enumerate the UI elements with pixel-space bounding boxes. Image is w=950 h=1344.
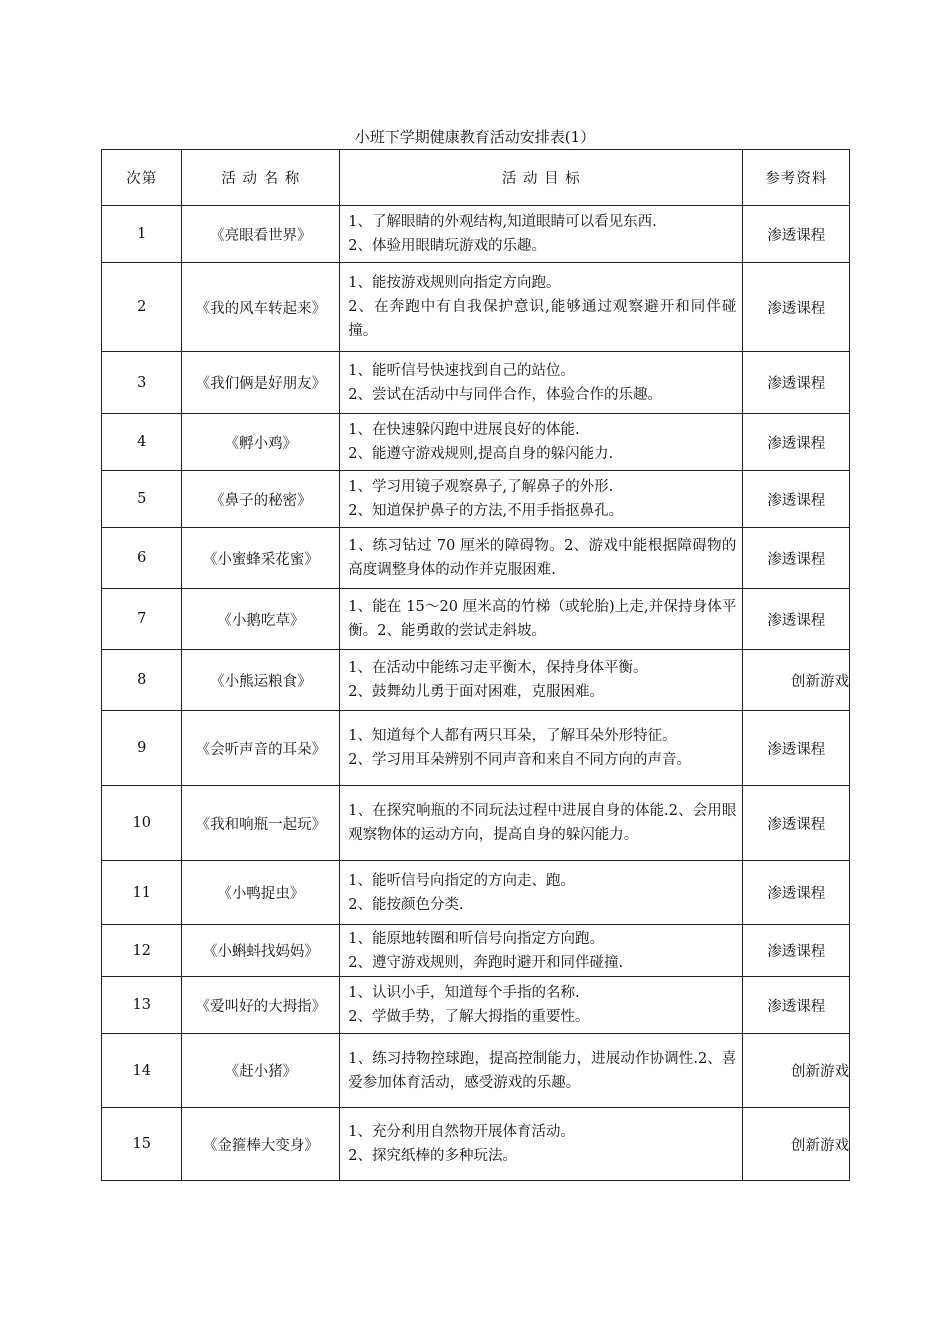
goal-line: 1、练习持物控球跑，提高控制能力，进展动作协调性.2、喜爱参加体育活动，感受游戏的乐趣。 — [348, 1050, 737, 1091]
reference-material: 渗透课程 — [743, 471, 850, 528]
table-row — [102, 786, 850, 861]
activity-goals — [340, 711, 743, 786]
activity-goals — [340, 786, 743, 861]
activity-name: 《赶小猪》 — [182, 1034, 340, 1108]
activity-name: 《我的风车转起来》 — [182, 263, 340, 352]
activity-name: 《金箍棒大变身》 — [182, 1108, 340, 1181]
table-row — [102, 977, 850, 1034]
row-number: 1 — [102, 206, 182, 263]
reference-material: 渗透课程 — [743, 589, 850, 650]
row-number: 11 — [102, 861, 182, 925]
table-row — [102, 352, 850, 414]
goal-line: 2、能按颜色分类. — [348, 896, 464, 913]
header-ref: 参考资料 — [743, 150, 850, 206]
goal-line: 1、在探究响瓶的不同玩法过程中进展自身的体能.2、会用眼观察物体的运动方向，提高自身的躲闪能力。 — [348, 803, 737, 843]
reference-material: 渗透课程 — [743, 925, 850, 977]
goal-line: 1、学习用镜子观察鼻子,了解鼻子的外形. — [348, 479, 614, 495]
document-title: 小班下学期健康教育活动安排表(1） — [354, 128, 596, 146]
goal-line: 1、能原地转圈和听信号向指定方向跑。 — [348, 930, 604, 947]
activity-goals — [340, 206, 743, 263]
activity-goals — [340, 352, 743, 414]
goal-line: 2、知道保护鼻子的方法,不用手指抠鼻孔。 — [348, 503, 624, 519]
goal-line: 2、探究纸棒的多种玩法。 — [348, 1148, 517, 1164]
activity-name: 《小蜜蜂采花蜜》 — [182, 528, 340, 589]
table-row — [102, 589, 850, 650]
reference-material: 渗透课程 — [743, 352, 850, 414]
activity-name: 《孵小鸡》 — [182, 414, 340, 471]
table-row — [102, 1108, 850, 1181]
goal-line: 1、充分利用自然物开展体育活动。 — [348, 1124, 575, 1140]
table-row — [102, 528, 850, 589]
schedule-table — [101, 149, 850, 1181]
activity-goals — [340, 1108, 743, 1181]
row-number: 14 — [102, 1034, 182, 1108]
activity-goals — [340, 977, 743, 1034]
goal-line: 1、在快速躲闪跑中进展良好的体能. — [348, 422, 580, 438]
goal-line: 1、了解眼睛的外观结构,知道眼睛可以看见东西. — [348, 214, 657, 230]
goal-line: 2、学做手势，了解大拇指的重要性。 — [348, 1009, 590, 1025]
row-number: 4 — [102, 414, 182, 471]
table-row — [102, 1034, 850, 1108]
activity-goals — [340, 414, 743, 471]
reference-material: 渗透课程 — [743, 977, 850, 1034]
row-number: 5 — [102, 471, 182, 528]
table-row — [102, 471, 850, 528]
reference-material: 创新游戏 — [743, 1034, 850, 1108]
header-no: 次第 — [102, 150, 182, 206]
goal-line: 2、学习用耳朵辨别不同声音和来自不同方向的声音。 — [348, 752, 691, 768]
goal-line: 2、能遵守游戏规则,提高自身的躲闪能力. — [348, 446, 614, 462]
reference-material: 渗透课程 — [743, 414, 850, 471]
table-row — [102, 711, 850, 786]
table-row — [102, 925, 850, 977]
reference-material: 渗透课程 — [743, 786, 850, 861]
activity-name: 《小熊运粮食》 — [182, 650, 340, 711]
goal-line: 2、尝试在活动中与同伴合作，体验合作的乐趣。 — [348, 386, 662, 403]
activity-name: 《会听声音的耳朵》 — [182, 711, 340, 786]
activity-name: 《小鹅吃草》 — [182, 589, 340, 650]
activity-name: 《亮眼看世界》 — [182, 206, 340, 263]
row-number: 7 — [102, 589, 182, 650]
goal-line: 2、遵守游戏规则，奔跑时避开和同伴碰撞. — [348, 954, 624, 971]
row-number: 9 — [102, 711, 182, 786]
reference-material: 渗透课程 — [743, 861, 850, 925]
goal-line: 1、知道每个人都有两只耳朵，了解耳朵外形特征。 — [348, 728, 677, 744]
goal-line: 1、能在 15～20 厘米高的竹梯（或轮胎)上走,并保持身体平衡。2、能勇敢的尝试走斜坡。 — [348, 599, 737, 639]
activity-goals — [340, 1034, 743, 1108]
reference-material: 创新游戏 — [743, 650, 850, 711]
row-number: 6 — [102, 528, 182, 589]
row-number: 3 — [102, 352, 182, 414]
row-number: 13 — [102, 977, 182, 1034]
activity-name: 《我和响瓶一起玩》 — [182, 786, 340, 861]
row-number: 10 — [102, 786, 182, 861]
activity-goals — [340, 589, 743, 650]
header-name: 活 动 名 称 — [182, 150, 340, 206]
row-number: 15 — [102, 1108, 182, 1181]
activity-name: 《小鸭捉虫》 — [182, 861, 340, 925]
table-row — [102, 263, 850, 352]
table-row — [102, 861, 850, 925]
activity-goals — [340, 650, 743, 711]
table-body — [102, 206, 850, 1181]
goal-line: 2、在奔跑中有自我保护意识,能够通过观察避开和同伴碰撞。 — [348, 299, 737, 339]
reference-material: 渗透课程 — [743, 711, 850, 786]
table-header-row — [102, 150, 850, 206]
table-row — [102, 650, 850, 711]
reference-material: 渗透课程 — [743, 206, 850, 263]
goal-line: 1、练习钻过 70 厘米的障碍物。2、游戏中能根据障碍物的高度调整身体的动作并克服困难. — [348, 538, 737, 578]
table-row — [102, 414, 850, 471]
goal-line: 1、在活动中能练习走平衡木，保持身体平衡。 — [348, 660, 648, 676]
goal-line: 1、能按游戏规则向指定方向跑。 — [348, 275, 561, 291]
reference-material: 创新游戏 — [743, 1108, 850, 1181]
activity-goals — [340, 471, 743, 528]
activity-goals — [340, 861, 743, 925]
goal-line: 1、认识小手，知道每个手指的名称. — [348, 985, 580, 1001]
activity-goals — [340, 528, 743, 589]
activity-name: 《我们俩是好朋友》 — [182, 352, 340, 414]
activity-goals — [340, 263, 743, 352]
activity-goals — [340, 925, 743, 977]
table-row — [102, 206, 850, 263]
goal-line: 2、体验用眼睛玩游戏的乐趣。 — [348, 238, 546, 254]
goal-line: 2、鼓舞幼儿勇于面对困难，克服困难。 — [348, 684, 604, 700]
header-goal: 活 动 目 标 — [340, 150, 743, 206]
reference-material: 渗透课程 — [743, 263, 850, 352]
row-number: 2 — [102, 263, 182, 352]
reference-material: 渗透课程 — [743, 528, 850, 589]
row-number: 8 — [102, 650, 182, 711]
activity-name: 《爱叫好的大拇指》 — [182, 977, 340, 1034]
activity-name: 《小蝌蚪找妈妈》 — [182, 925, 340, 977]
goal-line: 1、能听信号向指定的方向走、跑。 — [348, 872, 575, 889]
goal-line: 1、能听信号快速找到自己的站位。 — [348, 362, 575, 379]
activity-name: 《鼻子的秘密》 — [182, 471, 340, 528]
row-number: 12 — [102, 925, 182, 977]
